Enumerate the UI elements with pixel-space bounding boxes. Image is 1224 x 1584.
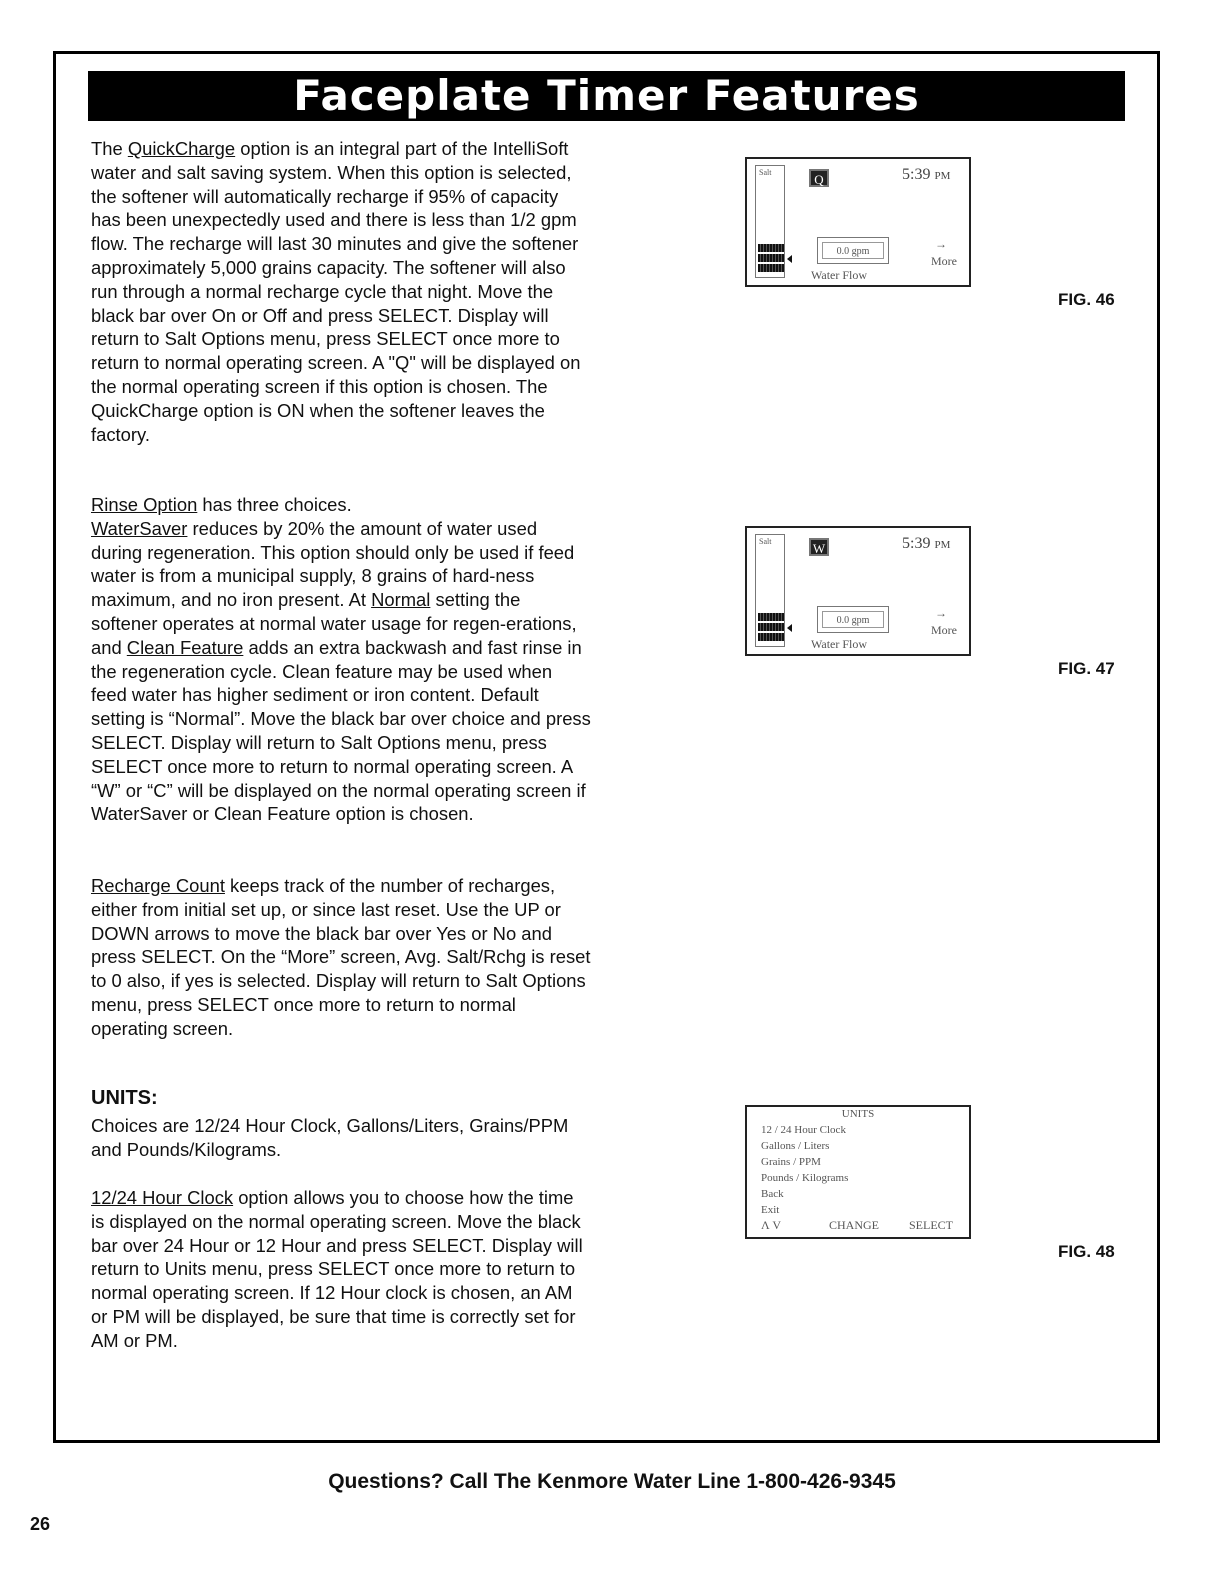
change-label: CHANGE [829, 1218, 879, 1232]
fig47-caption: FIG. 47 [1058, 659, 1115, 678]
units-heading: UNITS: [91, 1087, 158, 1109]
menu-item: Pounds / Kilograms [761, 1172, 849, 1184]
recharge-count-section [91, 874, 591, 1041]
flow-readout: 0.0 gpm [817, 606, 889, 633]
select-label: SELECT [909, 1218, 953, 1232]
rinse-section [91, 493, 591, 826]
clock-term: 12/24 Hour Clock [91, 1187, 234, 1208]
quickcharge-paragraph: The QuickCharge option is an integral part of the IntelliSoft water and salt saving system. When this option is selected, the softener will automatically recharge if 95% of capacity has been unexpectedly used and there is less than 1/2 gpm flow. The recharge will last 30 minutes and give the softener approximately 5,000 grains capacity. The softener will also run through a normal recharge cycle that night. Move the black bar over On or Off and press SELECT. Display will return to Salt Options menu, press SELECT once more to return to normal operating screen. A "Q" will be displayed on the normal operating screen if this option is chosen. The QuickCharge option is ON when the softener leaves the factory. [91, 138, 581, 445]
fig47-display [745, 526, 971, 656]
fig48-display [745, 1105, 971, 1239]
up-down-arrows: Λ V [761, 1218, 782, 1232]
clock-time: 5:39 PM [902, 166, 951, 183]
watersaver-term: WaterSaver [91, 517, 188, 539]
flow-readout: 0.0 gpm [817, 237, 889, 264]
fig46-display [745, 157, 971, 287]
rinse-option-term: Rinse Option [91, 494, 198, 515]
salt-gauge: Salt [755, 534, 785, 647]
units-menu-title: UNITS [841, 1108, 875, 1120]
page-number: 26 [30, 1514, 51, 1534]
arrow-left-icon [787, 624, 792, 632]
footer-helpline: Questions? Call The Kenmore Water Line 1-800-426-9345 [328, 1470, 896, 1493]
menu-item: Grains / PPM [761, 1156, 821, 1168]
arrow-left-icon [787, 255, 792, 263]
mode-indicator: W [809, 538, 829, 556]
salt-gauge: Salt [755, 165, 785, 278]
more-label: More [931, 254, 957, 268]
clock-paragraph: 12/24 Hour Clock option allows you to choose how the time is displayed on the normal operating screen. Move the black bar over 24 Hour or 12 Hour and press SELECT. Display will return to Units menu, press SELECT once more to return to normal operating screen. If 12 Hour clock is chosen, an AM or PM will be displayed, be sure that time is correctly set for AM or PM. [91, 1187, 583, 1351]
page-title: Faceplate Timer Features [88, 71, 1125, 121]
mode-indicator: Q [809, 169, 829, 187]
rinse-intro: Rinse Option has three choices. [91, 494, 352, 515]
menu-item: Exit [761, 1204, 780, 1216]
clock-section [91, 1186, 591, 1353]
recharge-count-paragraph: Recharge Count keeps track of the number of recharges, either from initial set up, or since last reset. Use the UP or DOWN arrows to move the black bar over Yes or No and press SELECT. On the “More” screen, Avg. Salt/Rchg is reset to 0 also, if yes is selected. Display will return to Salt Options menu, press SELECT once more to return to normal operating screen. [91, 875, 591, 1039]
recharge-count-term: Recharge Count [91, 875, 225, 896]
quickcharge-term: QuickCharge [127, 138, 236, 159]
rinse-paragraph: WaterSaver reduces by 20% the amount of water used during regeneration. This option should only be used if feed water is from a municipal supply, 8 grains of hard-ness maximum, and no iron present. At Normal setting the softener operates at normal water usage for regen-erations, and Clean Feature adds an extra backwash and fast rinse in the regeneration cycle. Clean feature may be used when feed water has higher sediment or iron content. Default setting is “Normal”. Move the black bar over choice and press SELECT. Display will return to Salt Options menu, press SELECT once more to return to normal operating screen. A “W” or “C” will be displayed on the normal operating screen if WaterSaver or Clean Feature option is chosen. [91, 517, 591, 825]
arrow-right-icon: → [935, 237, 947, 251]
clean-feature-term: Clean Feature [126, 636, 244, 658]
quickcharge-section [91, 137, 591, 446]
menu-item: Back [761, 1188, 784, 1200]
normal-term: Normal [371, 589, 431, 611]
fig48-caption: FIG. 48 [1058, 1242, 1115, 1261]
menu-item: Gallons / Liters [761, 1140, 830, 1152]
clock-time: 5:39 PM [902, 535, 951, 552]
water-flow-label: Water Flow [811, 268, 868, 282]
water-flow-label: Water Flow [811, 637, 868, 651]
units-choices: Choices are 12/24 Hour Clock, Gallons/Liters, Grains/PPM and Pounds/Kilograms. [91, 1115, 569, 1160]
more-label: More [931, 623, 957, 637]
menu-item: 12 / 24 Hour Clock [761, 1124, 846, 1136]
fig46-caption: FIG. 46 [1058, 290, 1115, 309]
arrow-right-icon: → [935, 606, 947, 620]
